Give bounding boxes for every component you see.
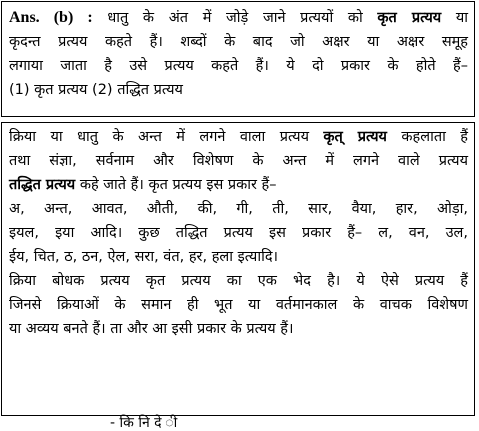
answer-line-1-end: या — [455, 10, 469, 26]
cut-off-text: - कि नि दे ी — [110, 415, 178, 431]
explanation-p1-line-1 — [9, 125, 468, 149]
answer-line-3: लगाया जाता है उसे प्रत्यय कहते हैं। ये दो प्रकार के होते हैं– — [9, 58, 468, 74]
answer-label: Ans. (b) : — [9, 9, 93, 26]
explanation-p1-line-3-bold: तद्धित प्रत्यय — [9, 177, 76, 193]
explanation-p1-line-3-rest: कहे जाते हैं। कृत प्रत्यय इस प्रकार हैं– — [79, 177, 277, 193]
answer-line-2: कृदन्त प्रत्यय कहते हैं। शब्दों के बाद जो अक्षर या अक्षर समूह — [9, 34, 468, 50]
explanation-p1-line-1-bold: कृत् प्रत्यय — [323, 129, 387, 145]
explanation-p1-line-2: तथा संज्ञा, सर्वनाम और विशेषण के अन्त में लगने वाले प्रत्यय — [9, 153, 468, 169]
explanation-p1-line-3 — [9, 173, 468, 197]
answer-box — [1, 1, 475, 117]
explanation-p3-line-1: क्रिया बोधक प्रत्यय कृत प्रत्यय का एक भेद है। ये ऐसे प्रत्यय हैं — [9, 273, 468, 289]
answer-line-1-text: धातु के अंत में जोड़े जाने प्रत्ययों को — [107, 10, 363, 26]
explanation-p3-line-2: जिनसे क्रियाओं के समान ही भूत या वर्तमानकाल के वाचक विशेषण — [9, 297, 468, 313]
explanation-box — [1, 122, 475, 416]
explanation-p2-line-3: ईय, चित, ठ, ठन, ऐल, सरा, वंत, हर, हला इत्यादि। — [9, 249, 279, 265]
answer-line-1 — [9, 6, 468, 30]
answer-line-1-bold: कृत प्रत्यय — [377, 10, 442, 26]
explanation-p1-line-1-start: क्रिया या धातु के अन्त में लगने वाला प्रत्यय — [9, 129, 309, 145]
explanation-p2-line-1: अ, अन्त, आवत, औती, की, गी, ती, सार, वैया, हार, ओड़ा, — [9, 201, 468, 217]
explanation-p3-line-3: या अव्यय बनते हैं। ता और आ इसी प्रकार के प्रत्यय हैं। — [9, 321, 294, 337]
answer-line-4: (1) कृत प्रत्यय (2) तद्धित प्रत्यय — [9, 82, 183, 98]
explanation-p2-line-2: इयल, इया आदि। कुछ तद्धित प्रत्यय इस प्रकार हैं– ल, वन, उल, — [9, 225, 468, 241]
explanation-p1-line-1-end: कहलाता हैं — [401, 129, 468, 145]
